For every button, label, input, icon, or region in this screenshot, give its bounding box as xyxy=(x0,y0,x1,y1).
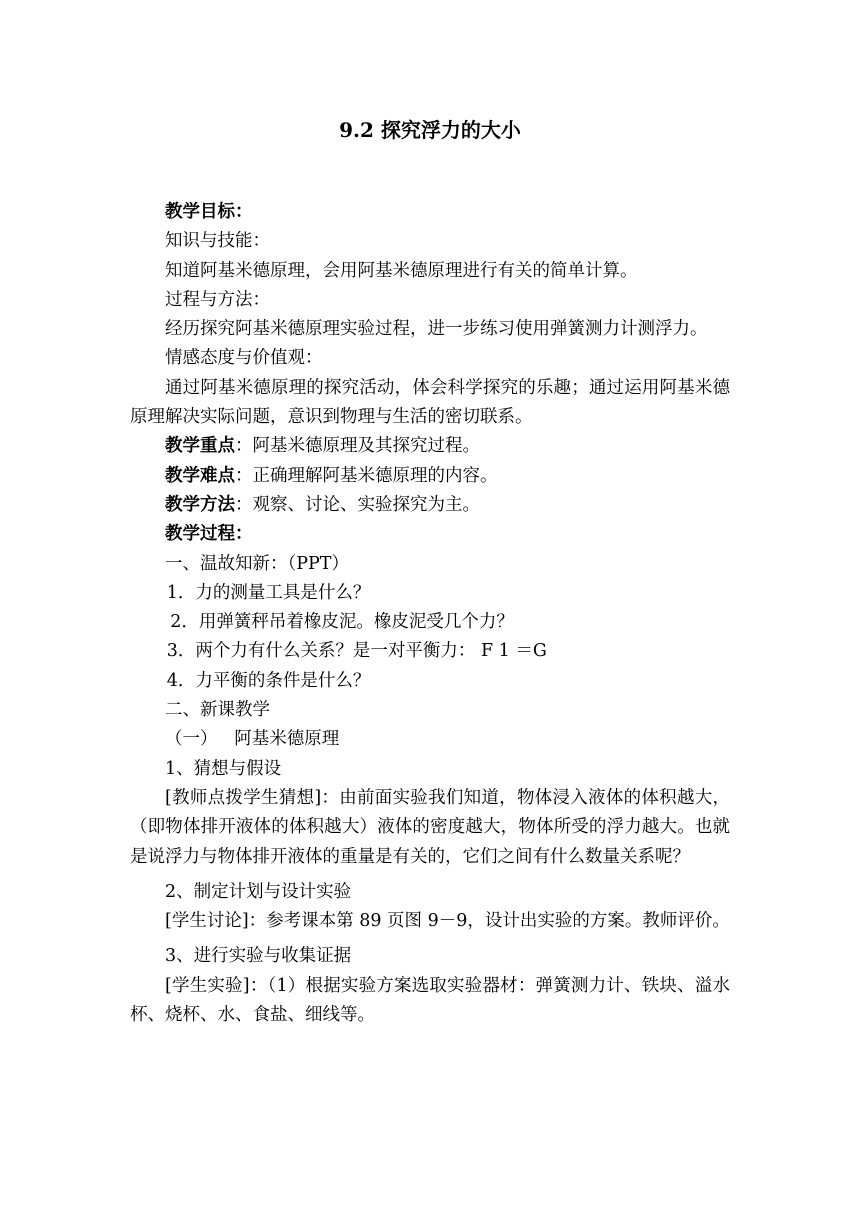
page-title: 9.2 探究浮力的大小 xyxy=(339,118,521,142)
step3-text: [学生实验]：（1）根据实验方案选取实验器材：弹簧测力计、铁块、溢水杯、烧杯、水、食盐、细线等。 xyxy=(130,975,730,1026)
step1-text: [教师点拨学生猜想]：由前面实验我们知道，物体浸入液体的体积越大，（即物体排开液体的体积越大）液体的密度越大，物体所受的浮力越大。也就是说浮力与物体排开液体的重量是有关的，它们之间有什么数量关系呢？ xyxy=(130,787,730,867)
section1-heading: （一） 阿基米德原理 xyxy=(165,729,340,750)
goals-heading: 教学目标： xyxy=(165,202,253,222)
step3-heading: 3、进行实验与收集证据 xyxy=(165,946,352,967)
emotion-heading: 情感态度与价值观： xyxy=(165,348,323,369)
knowledge-heading: 知识与技能： xyxy=(165,231,270,252)
review-item: 1．力的测量工具是什么？ xyxy=(166,582,371,603)
step2-heading: 2、制定计划与设计实验 xyxy=(165,881,352,902)
knowledge-text: 知道阿基米德原理，会用阿基米德原理进行有关的简单计算。 xyxy=(165,260,638,281)
key-point-text: ：阿基米德原理及其探究过程。 xyxy=(235,436,480,457)
document-body xyxy=(130,198,730,1030)
difficulty xyxy=(130,462,730,491)
step1-heading: 1、猜想与假设 xyxy=(165,758,282,779)
process-heading: 过程与方法： xyxy=(165,289,270,310)
difficulty-label: 教学难点 xyxy=(165,465,235,486)
step2-text: [学生讨论]：参考课本第 89 页图 9－9，设计出实验的方案。教师评价。 xyxy=(165,911,730,932)
method-label: 教学方法 xyxy=(165,494,235,515)
review-item: 4．力平衡的条件是什么？ xyxy=(166,670,371,691)
review-item: 3．两个力有什么关系？是一对平衡力： F 1 ＝G xyxy=(166,641,547,662)
procedure-heading: 教学过程： xyxy=(165,524,253,545)
new-lesson-heading: 二、新课教学 xyxy=(165,700,270,721)
review-heading: 一、温故知新：（PPT） xyxy=(165,553,349,574)
key-point xyxy=(130,432,730,461)
method-text: ：观察、讨论、实验探究为主。 xyxy=(235,494,480,515)
key-point-label: 教学重点 xyxy=(165,436,235,457)
teaching-method xyxy=(130,491,730,520)
review-item: 2．用弹簧秤吊着橡皮泥。橡皮泥受几个力？ xyxy=(170,612,514,633)
difficulty-text: ：正确理解阿基米德原理的内容。 xyxy=(235,465,498,486)
emotion-text: 通过阿基米德原理的探究活动，体会科学探究的乐趣；通过运用阿基米德原理解决实际问题，意识到物理与生活的密切联系。 xyxy=(130,377,730,428)
process-text: 经历探究阿基米德原理实验过程，进一步练习使用弹簧测力计测浮力。 xyxy=(165,319,708,340)
